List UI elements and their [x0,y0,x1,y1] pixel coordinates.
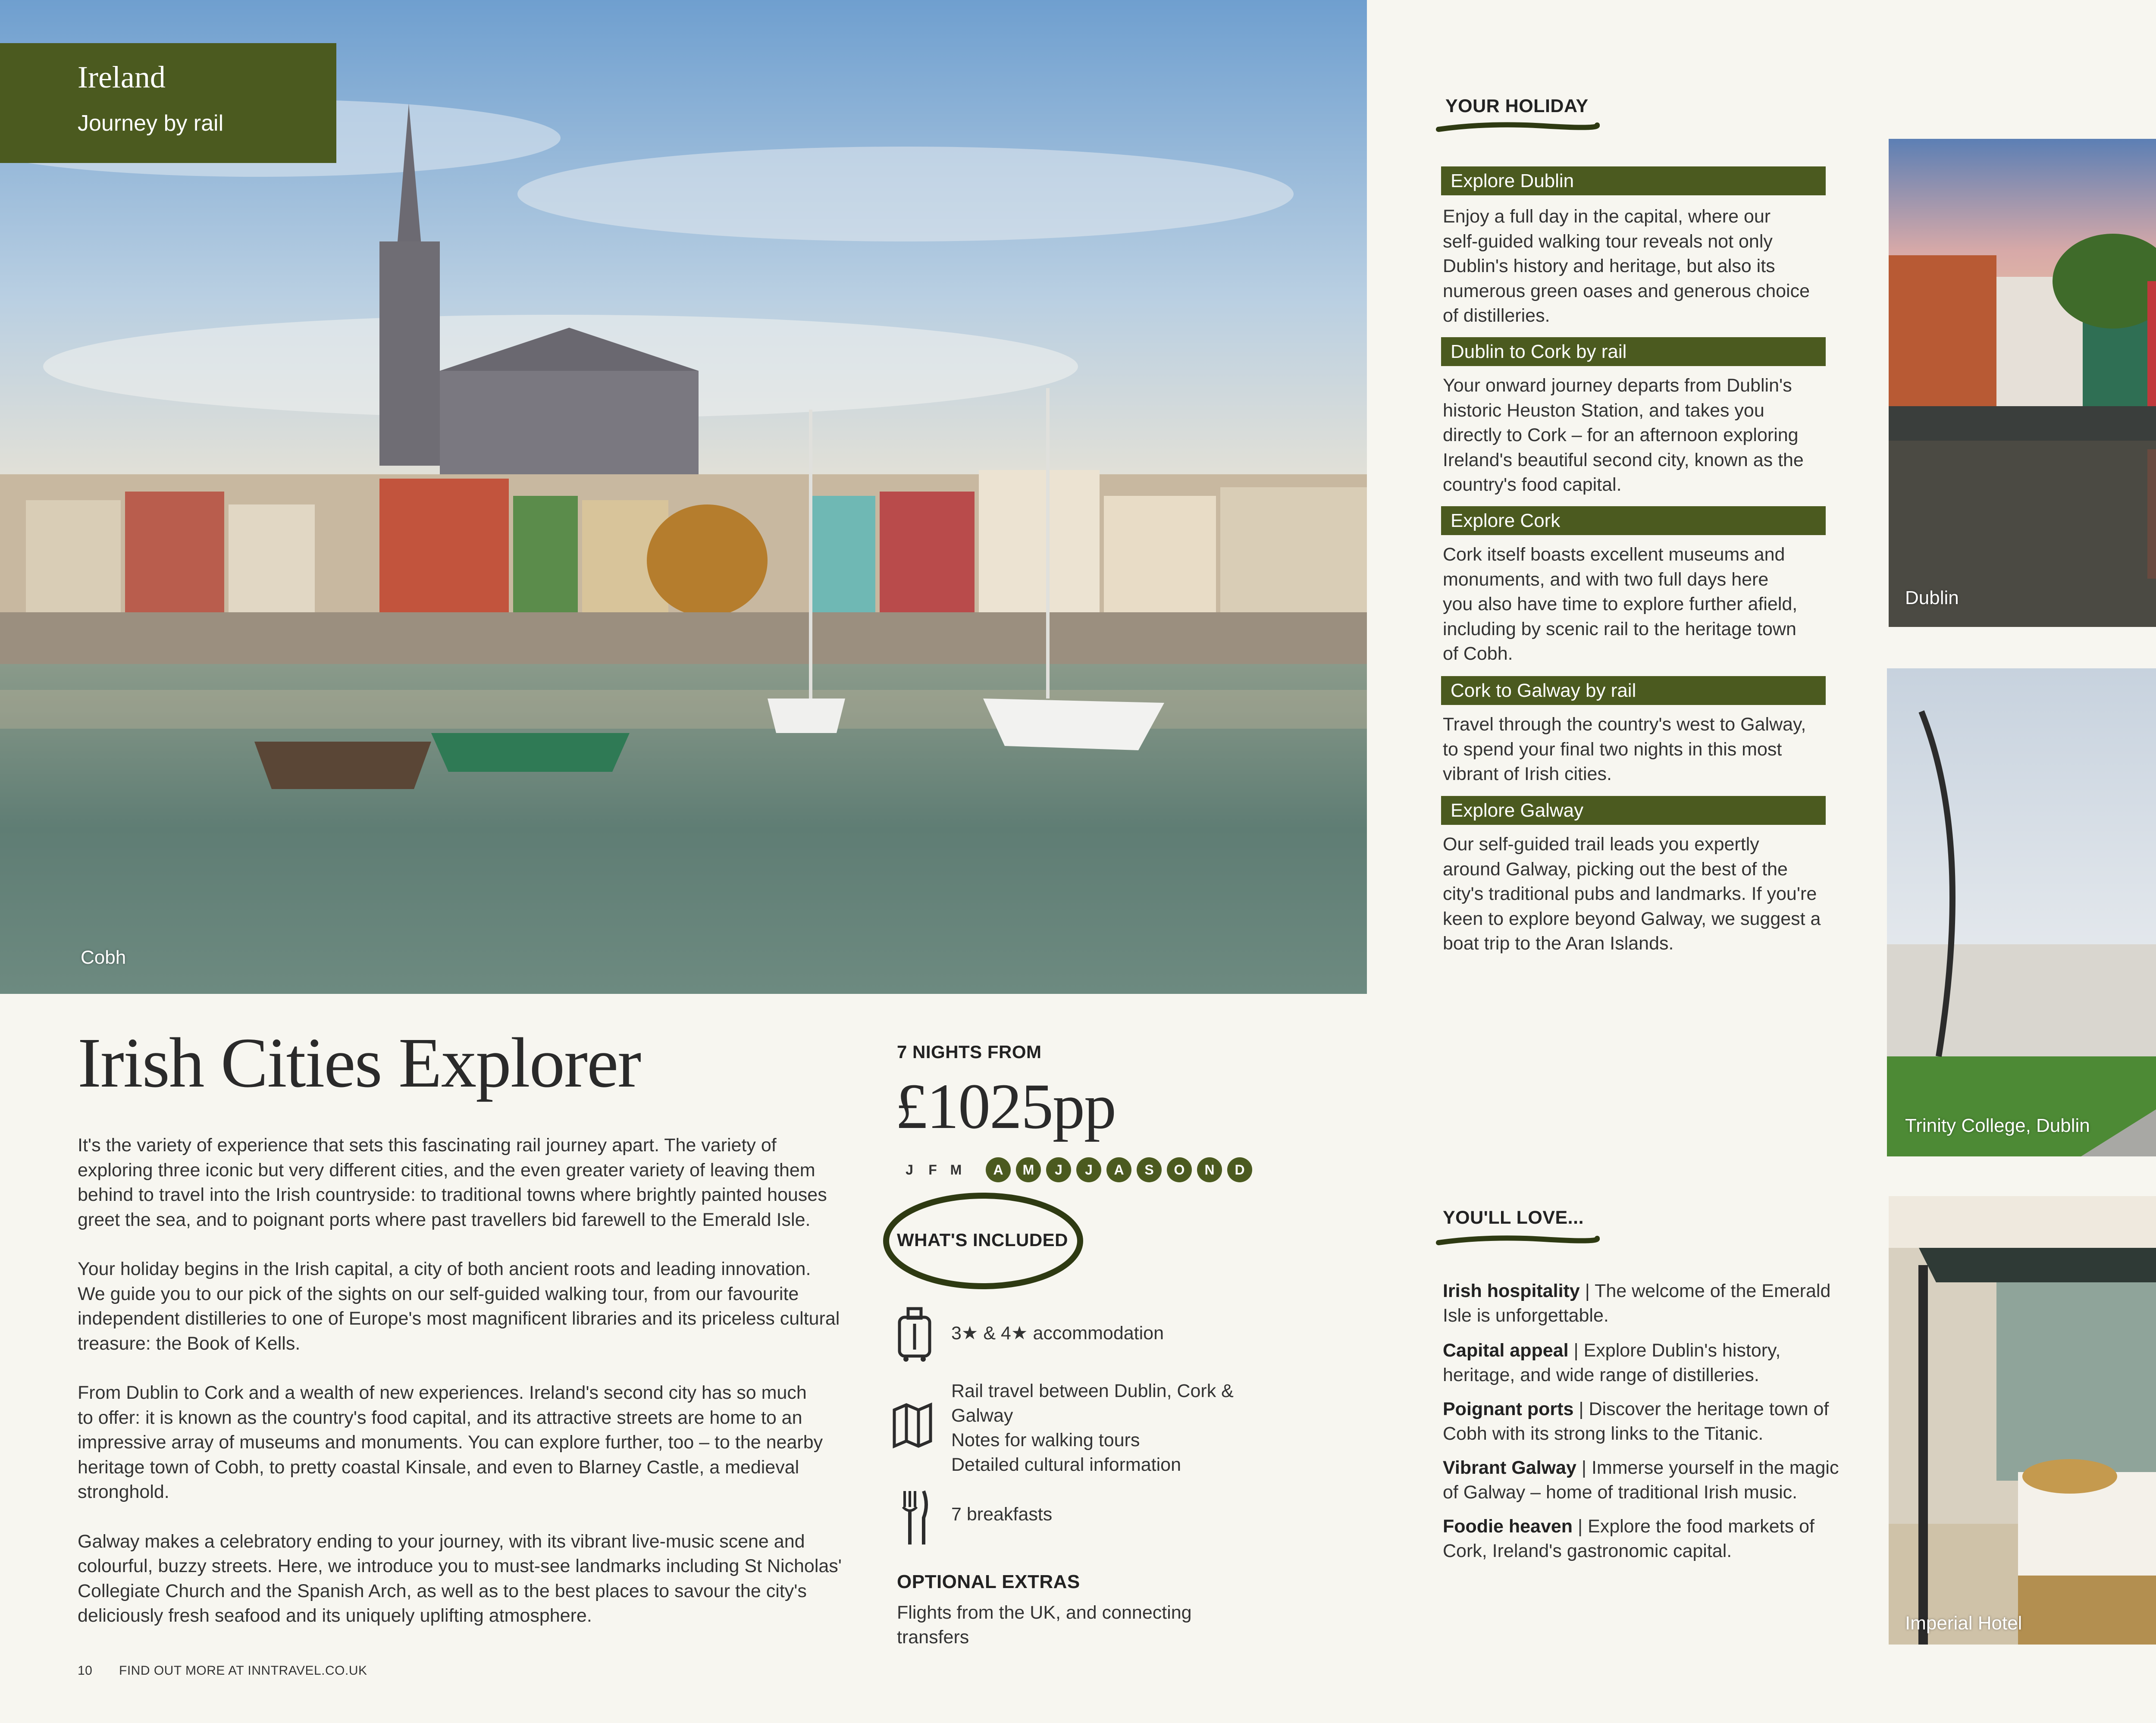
left-page-number: 10 [78,1663,93,1678]
included-line: Notes for walking tours [951,1430,1140,1450]
trinity-campanile-illustration [1887,668,2156,1156]
month-feb: F [928,1162,937,1178]
holiday-line: vibrant of Irish cities. [1443,764,1612,784]
holiday-line: self-guided walking tour reveals not only [1443,231,1773,252]
month-oct: O [1167,1157,1192,1182]
holiday-line: Cork itself boasts excellent museums and [1443,544,1785,565]
month-aug: A [1106,1157,1131,1182]
month-mar: M [950,1162,962,1178]
included-line: Detailed cultural information [951,1454,1181,1475]
love-item-text: Isle is unforgettable. [1443,1305,1609,1326]
holiday-line: keen to explore beyond Galway, we suggest a [1443,908,1821,929]
page-title: Irish Cities Explorer [78,1023,641,1102]
love-item-text: | Explore Dublin's history, [1568,1340,1781,1361]
intro-paragraph-3 [78,1381,897,1505]
hotel-photo [1889,1196,2156,1645]
love-item-title: Poignant ports [1443,1399,1574,1419]
holiday-section-explore-dublin: Explore Dublin [1441,166,1826,195]
your-holiday-heading: YOUR HOLIDAY [1445,96,1589,116]
holiday-line: around Galway, picking out the best of the [1443,858,1788,880]
intro-line: deliciously fresh seafood and its uniquely uplifting atmosphere. [78,1605,592,1626]
holiday-line: monuments, and with two full days here [1443,569,1769,590]
holiday-text-explore-cork [1443,542,1831,667]
included-line: Rail travel between Dublin, Cork & [951,1381,1234,1401]
left-tab-subtitle: Journey by rail [78,111,224,136]
holiday-line: of Cobh. [1443,643,1513,664]
optional-extras-line: transfers [897,1627,969,1648]
love-item-ports [1443,1397,1848,1446]
love-item-text: of Galway – home of traditional Irish music. [1443,1482,1798,1503]
holiday-line: of distilleries. [1443,305,1550,326]
intro-line: Your holiday begins in the Irish capital, a city of both ancient roots and leading innovation. [78,1259,811,1279]
holiday-section-cork-to-galway: Cork to Galway by rail [1441,676,1826,705]
price-value: £1025pp [895,1071,1116,1142]
holiday-line: boat trip to the Aran Islands. [1443,933,1674,954]
hotel-caption: Imperial Hotel [1905,1613,2022,1634]
holiday-line: Our self-guided trail leads you expertly [1443,834,1759,855]
holiday-line: including by scenic rail to the heritage town [1443,618,1796,639]
whats-included-heading: WHAT'S INCLUDED [897,1230,1069,1250]
cobh-caption: Cobh [81,947,126,968]
love-item-text: Cobh with its strong links to the Titanic. [1443,1423,1764,1444]
love-item-hospitality [1443,1279,1848,1328]
love-item-text: heritage, and wide range of distilleries. [1443,1365,1759,1385]
love-item-text: | Explore the food markets of [1573,1516,1814,1537]
left-region-tab [0,43,336,163]
map-icon [891,1401,934,1449]
price-label: 7 NIGHTS FROM [897,1042,1042,1062]
youll-love-underline [1436,1233,1600,1250]
holiday-section-explore-cork: Explore Cork [1441,506,1826,535]
month-sep: S [1137,1157,1162,1182]
holiday-section-explore-galway: Explore Galway [1441,796,1826,825]
intro-line: to offer: it is known as the country's food capital, and its attractive streets are home to an [78,1407,802,1428]
included-accommodation: 3★ & 4★ accommodation [951,1323,1164,1344]
holiday-line: historic Heuston Station, and takes you [1443,400,1764,421]
dublin-photo [1889,139,2156,627]
included-line: Galway [951,1405,1013,1426]
love-item-text: | Immerse yourself in the magic [1576,1457,1839,1478]
optional-extras-heading: OPTIONAL EXTRAS [897,1571,1080,1592]
cutlery-icon [897,1488,931,1548]
intro-line: colourful, buzzy streets. Here, we introduce you to must-see landmarks including St Nicholas' [78,1556,842,1576]
youll-love-heading: YOU'LL LOVE... [1443,1207,1584,1228]
holiday-text-dublin-to-cork [1443,373,1831,498]
left-tab-title: Ireland [78,60,166,94]
holiday-text-explore-galway [1443,832,1831,956]
optional-extras-line: Flights from the UK, and connecting [897,1602,1192,1623]
intro-line: heritage town of Cobh, to pretty coastal Kinsale, and even to Blarney Castle, a medieval [78,1457,799,1478]
love-item-text: Cork, Ireland's gastronomic capital. [1443,1541,1732,1561]
holiday-line: Dublin's history and heritage, but also its [1443,256,1775,276]
holiday-section-dublin-to-cork: Dublin to Cork by rail [1441,337,1826,366]
love-item-capital [1443,1338,1848,1388]
trinity-photo [1887,668,2156,1156]
love-item-text: | Discover the heritage town of [1573,1399,1829,1419]
love-item-title: Vibrant Galway [1443,1457,1576,1478]
holiday-line: Enjoy a full day in the capital, where our [1443,206,1771,227]
love-item-title: Capital appeal [1443,1340,1569,1361]
dublin-bridge-illustration [1889,139,2156,627]
hotel-room-illustration [1889,1196,2156,1645]
month-nov: N [1197,1157,1222,1182]
month-apr: A [986,1157,1011,1182]
optional-extras-text [897,1601,1192,1650]
month-dec: D [1227,1157,1252,1182]
intro-line: exploring three iconic but very different cities, and the even greater variety of leaving them [78,1159,815,1181]
intro-paragraph-4 [78,1529,897,1629]
holiday-text-explore-dublin [1443,204,1831,329]
love-item-foodie [1443,1514,1848,1563]
month-may: M [1016,1157,1041,1182]
month-jul: J [1076,1157,1101,1182]
intro-line: greet the sea, and to poignant ports where past travellers bid farewell to the Emerald Isle. [78,1209,811,1230]
intro-paragraph-2 [78,1257,897,1356]
month-jan: J [906,1162,913,1178]
intro-line: It's the variety of experience that sets this fascinating rail journey apart. The variety of [78,1135,777,1156]
intro-line: behind to travel into the Irish countryside: to traditional towns where brightly painted houses [78,1184,827,1205]
month-jun: J [1046,1157,1071,1182]
intro-text [78,1133,897,1629]
intro-line: treasure: the Book of Kells. [78,1333,301,1354]
holiday-line: you also have time to explore further afield, [1443,594,1798,614]
dublin-caption: Dublin [1905,587,1959,608]
holiday-line: city's traditional pubs and landmarks. If you're [1443,883,1817,904]
month-availability [897,1157,1285,1183]
love-item-text: | The welcome of the Emerald [1579,1281,1831,1301]
holiday-line: numerous green oases and generous choice [1443,280,1810,301]
love-item-title: Foodie heaven [1443,1516,1573,1537]
included-breakfasts: 7 breakfasts [951,1504,1053,1525]
intro-line: stronghold. [78,1482,169,1502]
holiday-line: Ireland's beautiful second city, known as the [1443,449,1804,470]
included-rail-notes [951,1379,1234,1477]
intro-line: Galway makes a celebratory ending to your journey, with its vibrant live-music scene and [78,1531,805,1552]
left-footer-link[interactable]: FIND OUT MORE AT INNTRAVEL.CO.UK [119,1663,367,1678]
intro-paragraph-1 [78,1133,897,1232]
holiday-line: country's food capital. [1443,474,1622,495]
your-holiday-underline [1436,120,1600,137]
suitcase-icon [895,1306,934,1363]
holiday-line: Travel through the country's west to Galway, [1443,714,1806,735]
left-tab-shape [0,43,336,163]
holiday-text-cork-to-galway [1443,712,1831,787]
love-item-title: Irish hospitality [1443,1281,1580,1301]
holiday-line: to spend your final two nights in this most [1443,739,1782,760]
holiday-line: directly to Cork – for an afternoon exploring [1443,425,1799,445]
intro-line: We guide you to our pick of the sights on our self-guided walking tour, from our favourite [78,1283,799,1304]
intro-line: From Dublin to Cork and a wealth of new experiences. Ireland's second city has so much [78,1382,807,1403]
intro-line: independent distilleries to one of Europe's most magnificent libraries and its priceless cultural [78,1308,840,1329]
love-item-galway [1443,1456,1848,1505]
intro-line: Collegiate Church and the Spanish Arch, as well as to the best places to savour the city's [78,1580,807,1601]
intro-line: impressive array of museums and monuments. You can explore further, too – to the nearby [78,1432,823,1453]
holiday-line: Your onward journey departs from Dublin's [1443,375,1792,396]
trinity-caption: Trinity College, Dublin [1905,1115,2090,1136]
